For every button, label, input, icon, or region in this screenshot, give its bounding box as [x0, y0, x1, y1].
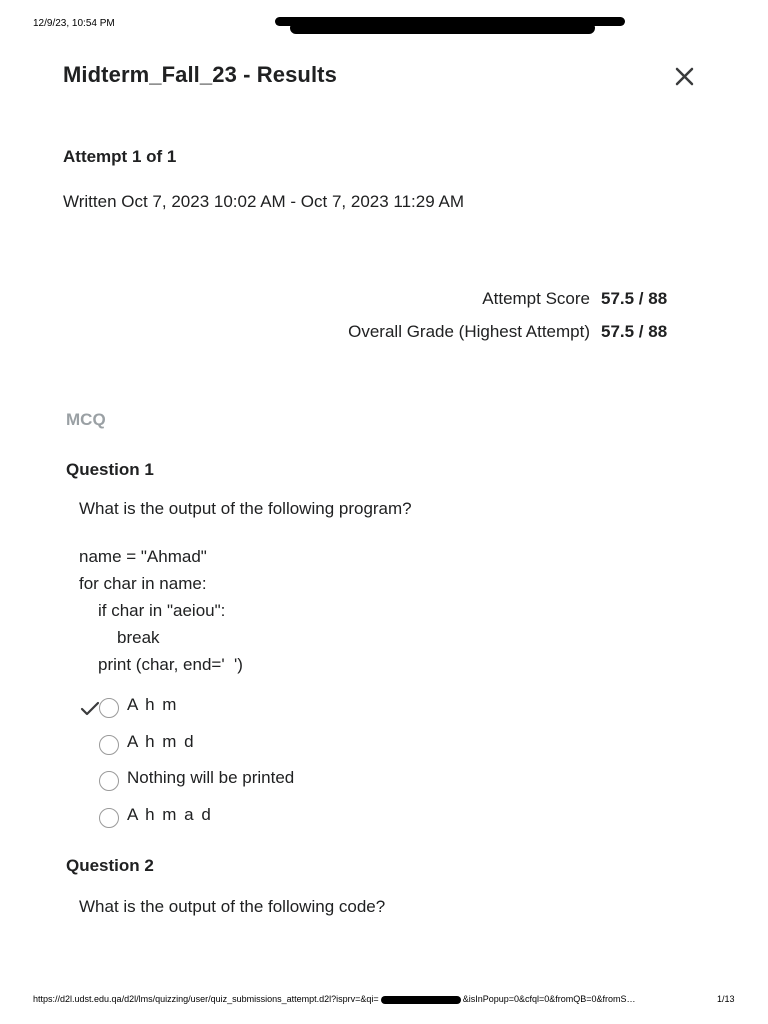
- radio-button[interactable]: [99, 698, 119, 718]
- question-text: What is the output of the following program?: [79, 499, 412, 518]
- attempt-heading: Attempt 1 of 1: [63, 147, 177, 166]
- footer-url-start: https://d2l.udst.edu.qa/d2l/lms/quizzing/user/quiz_submissions_attempt.d2l?isprv=&qi=: [33, 994, 379, 1004]
- code-line: print (char, end=' '): [98, 655, 243, 674]
- attempt-written-time: Written Oct 7, 2023 10:02 AM - Oct 7, 2023 11:29 AM: [63, 192, 464, 211]
- print-footer-url: [33, 994, 636, 1004]
- code-block: [79, 543, 243, 678]
- print-page-number: 1/13: [717, 994, 735, 1004]
- score-label: Overall Grade (Highest Attempt): [348, 321, 590, 341]
- score-value: 57.5 / 88: [601, 288, 668, 308]
- close-x-icon: [670, 62, 700, 92]
- option-label: A h m d: [127, 731, 196, 751]
- page-title: Midterm_Fall_23 - Results: [63, 62, 337, 87]
- score-summary: [348, 282, 676, 348]
- question-text: What is the output of the following code?: [79, 897, 386, 916]
- score-value: 57.5 / 88: [601, 321, 668, 341]
- option-label: A h m: [127, 695, 178, 714]
- code-line: name = "Ahmad": [79, 547, 207, 566]
- section-label: MCQ: [66, 410, 106, 429]
- question-title: Question 1: [66, 460, 154, 479]
- radio-button[interactable]: [99, 808, 119, 828]
- close-button[interactable]: [670, 62, 700, 92]
- checkmark-icon: [80, 701, 100, 717]
- code-line: break: [117, 628, 160, 647]
- question-title: Question 2: [66, 856, 154, 875]
- option-label: Nothing will be printed: [127, 768, 295, 787]
- code-line: for char in name:: [79, 574, 207, 593]
- score-label: Attempt Score: [482, 288, 590, 308]
- option-label: A h m a d: [127, 804, 213, 824]
- radio-button[interactable]: [99, 771, 119, 791]
- radio-button[interactable]: [99, 735, 119, 755]
- print-datetime: 12/9/23, 10:54 PM: [33, 18, 115, 29]
- code-line: if char in "aeiou":: [98, 601, 226, 620]
- redaction-mark: [381, 996, 461, 1004]
- redaction-mark: [290, 22, 595, 34]
- attempt-score-row: [348, 282, 676, 315]
- footer-url-end: &isInPopup=0&cfql=0&fromQB=0&fromS…: [462, 994, 636, 1004]
- overall-grade-row: [348, 315, 676, 348]
